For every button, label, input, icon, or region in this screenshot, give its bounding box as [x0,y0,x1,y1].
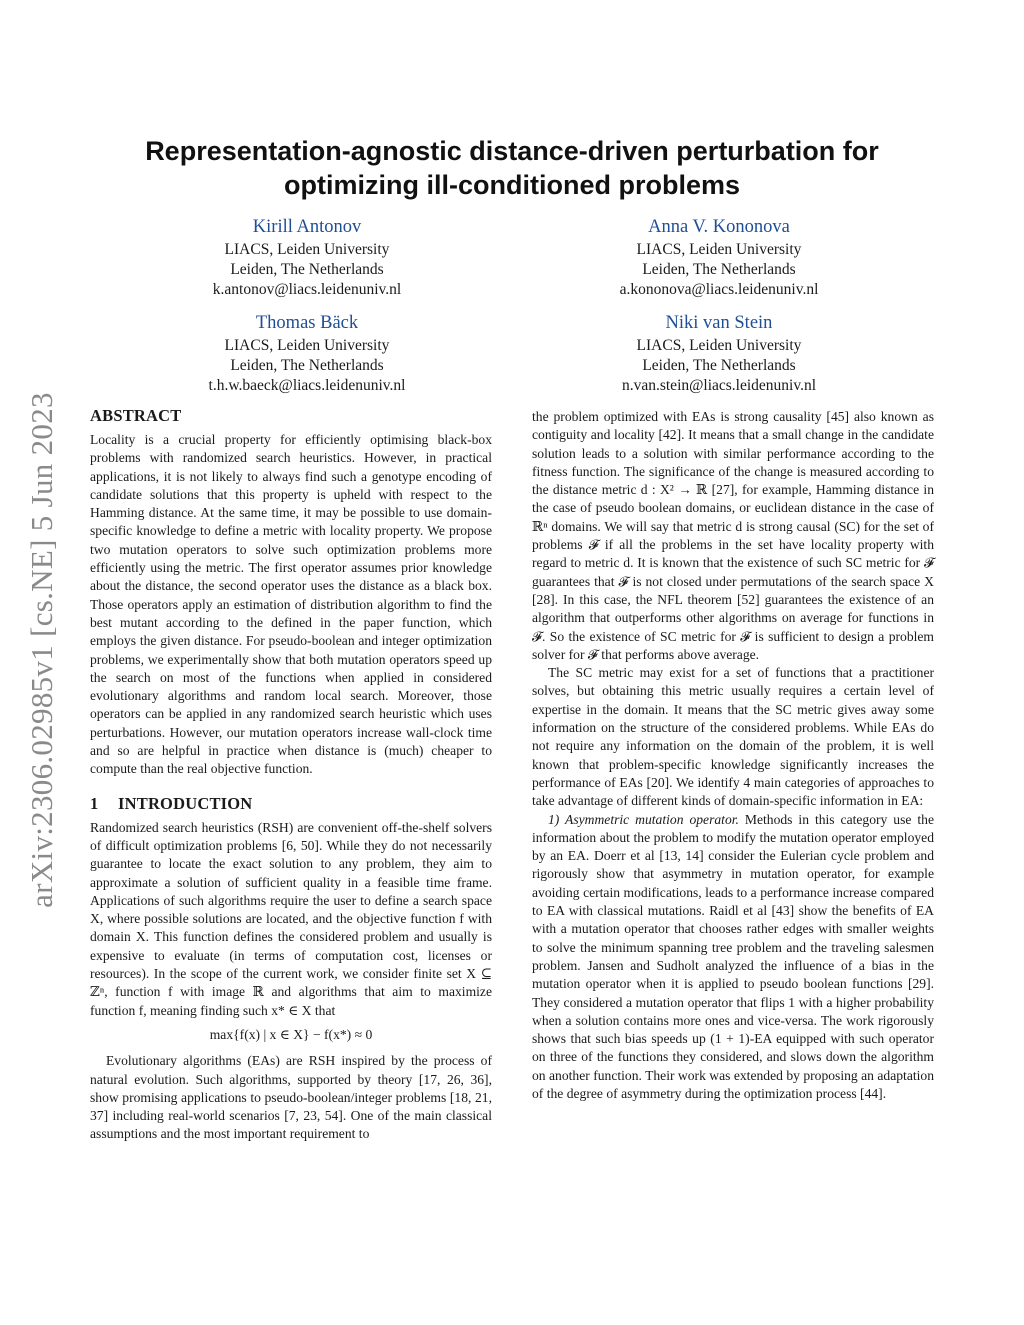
author-affiliation: LIACS, Leiden University [224,241,390,258]
right-paragraph-3 [532,811,934,1104]
abstract-text: Locality is a crucial property for efficiently optimising black-box problems with randomized search heuristics. However, in practical applications, it is not likely to always find such a genotype encoding of candidate solutions that this property is upheld with respect to the Hamming distance. At the same time, it may be possible to use domain-specific knowledge to define a metric with locality property. We propose two mutation operators to solve such optimization problems more efficiently using the metric. The first operator assumes prior knowledge about the distance, the second operator uses the distance as a black box. Those operators apply an estimation of distribution algorithm to find the best mutant according to the defined in the paper function, which employs the given distance. For pseudo-boolean and integer optimization problems, we experimentally show that both mutation operators speed up the search on most of the functions when applied in considered evolutionary algorithms and random local search. Moreover, those operators can be applied in any randomized search heuristic which uses perturbations. However, our mutation operators increase wall-clock time and so are helpful in practice when distance is (much) cheaper to compute than the real objective function. [90,432,492,777]
arxiv-stamp-text: arXiv:2306.02985v1 [cs.NE] 5 Jun 2023 [24,392,59,908]
objective-equation: max{f(x) | x ∈ X} − f(x*) ≈ 0 [209,1026,373,1042]
author-email[interactable]: n.van.stein@liacs.leidenuniv.nl [621,377,817,394]
author-name[interactable]: Thomas Bäck [255,313,359,333]
author-location: Leiden, The Netherlands [230,261,384,278]
author-name[interactable]: Anna V. Kononova [648,217,790,237]
category-text: Methods in this category use the information about the problem to modify the mutation operator employed by an EA. Doerr et al [13, 14] consider the Eulerian cycle problem and rigorously show that asymmetry in mutation operator, for example avoiding certain modifications, leads to a performance increase compared to EA with classical mutations. Raidl et al [43] show the benefits of EA with a mutation operator that chooses rather edges with smaller weights to solve the minimum spanning tree problem and the traveling salesmen problem. Jansen and Sudholt analyzed the influence of a bias in the mutation operator when it is applied to pseudo boolean functions [29]. They considered a mutation operator that flips 1 with a higher probability when a solution contains more ones and vice-versa. The work rigorously shows that such bias speeds up (1 + 1)-EA equipped with such operator on three of the functions they considered, and slows down the algorithm on another function. Their work was extended by proposing an adaptation of the degree of asymmetry during the optimization process [44]. [532,811,934,1101]
right-paragraph-2: The SC metric may exist for a set of functions that a practitioner solves, but obtaining this metric usually requires a certain level of expertise in the domain. It means that the SC metric gives away some information on the structure of the considered problems. While EAs do not require any information on the domain of the problem, it is well known that problem-specific knowledge significantly increases the performance of EAs [20]. We identify 4 main categories of approaches to take advantage of different kinds of domain-specific information in EA: [532,665,934,809]
right-paragraph-1: the problem optimized with EAs is strong causality [45] also known as contiguity and locality [42]. It means that a small change in the candidate solution leads to a solution with similar performance according to the fitness function. The significance of the change is measured according to the distance metric d : X² → ℝ [27], for example, Hamming distance in the case of pseudo boolean domains, or euclidean distance in the case of ℝⁿ domains. We will say that metric d is strong causal (SC) for the set of problems 𝓕 if all the problems in the set have locality property with regard to metric d. It is known that the existence of such SC metric for 𝓕 guarantees that 𝓕 is not closed under permutations of the search space X [28]. In this case, the NFL theorem [52] guarantees the existence of an algorithm that outperforms other algorithms on average for functions in 𝓕. So the existence of SC metric for 𝓕 is sufficient to design a problem solver for 𝓕 that performs above average. [532,409,934,662]
author-affiliation: LIACS, Leiden University [224,337,390,354]
author-name[interactable]: Kirill Antonov [252,217,362,237]
intro-paragraph-1: Randomized search heuristics (RSH) are convenient off-the-shelf solvers of difficult optimization problems [6, 50]. While they do not necessarily guarantee to locate the exact solution to any problem, they aim to approximate a solution of sufficient quality in a feasible time frame. Applications of such algorithms require the user to define a search space X, where possible solutions are located, and the objective function f with domain X. This function defines the considered problem and usually is expensive to evaluate (in terms of computation cost, licenses or resources). In the scope of the current work, we consider finite set X ⊆ ℤⁿ, function f with image ℝ and algorithms that aim to maximize function f, meaning finding such x* ∈ X that [90,819,492,1018]
abstract-heading: ABSTRACT [90,406,182,425]
author-block-2 [549,215,889,300]
author-block-4 [549,311,889,396]
section-heading-introduction [90,793,492,815]
right-column [532,408,934,1103]
section-title: INTRODUCTION [118,793,253,813]
section-number: 1 [90,793,99,813]
author-block-1 [137,215,477,300]
title-line-2: optimizing ill-conditioned problems [284,170,740,200]
left-column [90,405,492,1144]
author-email[interactable]: t.h.w.baeck@liacs.leidenuniv.nl [208,377,406,394]
author-location: Leiden, The Netherlands [230,357,384,374]
category-lead: 1) Asymmetric mutation operator. [548,811,739,827]
author-location: Leiden, The Netherlands [642,261,796,278]
title-line-1: Representation-agnostic distance-driven perturbation for [145,136,879,166]
author-location: Leiden, The Netherlands [642,357,796,374]
author-affiliation: LIACS, Leiden University [636,337,802,354]
author-email[interactable]: k.antonov@liacs.leidenuniv.nl [212,281,402,298]
arxiv-stamp [16,370,68,930]
author-affiliation: LIACS, Leiden University [636,241,802,258]
author-name[interactable]: Niki van Stein [665,313,773,333]
author-block-3 [137,311,477,396]
author-email[interactable]: a.kononova@liacs.leidenuniv.nl [619,281,819,298]
intro-paragraph-2: Evolutionary algorithms (EAs) are RSH inspired by the process of natural evolution. Such algorithms, supported by theory [17, 26, 36], show promising applications to pseudo-boolean/integer problems [18, 21, 37] including real-world scenarios [7, 23, 54]. One of the main classical assumptions and the most important requirement to [90,1053,492,1142]
paper-title [90,134,934,202]
